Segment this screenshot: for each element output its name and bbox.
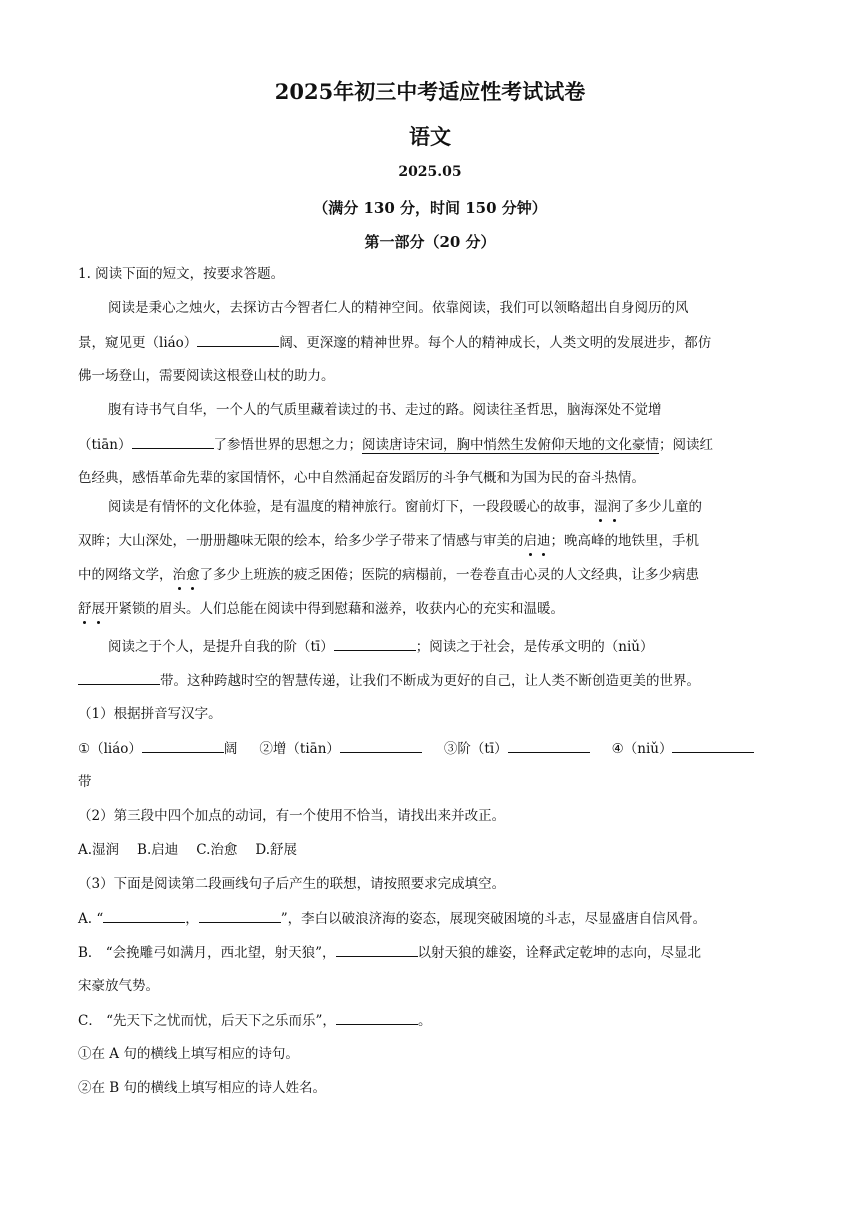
passage-p2-line3: 色经典，感悟革命先辈的家国情怀，心中自然涌起奋发蹈厉的斗争气概和为国为民的奋斗热情。 [78,470,645,486]
passage-p2-line1: 腹有诗书气自华，一个人的气质里藏着读过的书、走过的路。阅读往圣哲思，脑海深处不觉增 [108,402,662,418]
subq2-options [78,840,778,860]
subq3-title: （3）下面是阅读第二段画线句子后产生的联想，请按照要求完成填空。 [78,876,506,892]
passage-p3-line3: 中的网络文学，治愈了多少上班族的疲乏困倦；医院的病榻前，一卷卷直击心灵的人文经典，让多少病患 [78,567,699,583]
subq3-item-b: B． “会挽雕弓如满月，西北望，射天狼”， 以射天狼的雄姿，诠释武定乾坤的志向，尽显北 [78,942,778,963]
answer-blank[interactable] [197,332,279,347]
passage-p1-line2: 景，窥见更（liáo） 阔、更深邃的精神世界。每个人的精神成长，人类文明的发展进步，都仿 [78,332,778,353]
score-time: （满分 130 分，时间 150 分钟） [313,199,547,217]
option-c[interactable]: C.治愈 [196,842,238,858]
passage-p1-line3: 佛一场登山，需要阅读这根登山杖的助力。 [78,368,335,384]
passage-p3-line1: 阅读是有情怀的文化体验，是有温度的精神旅行。窗前灯下，一段段暖心的故事，湿润了多少儿童的 [108,499,702,515]
answer-blank[interactable] [103,908,185,923]
answer-blank[interactable] [199,908,281,923]
answer-blank[interactable] [334,636,416,651]
option-b[interactable]: B.启迪 [137,842,179,858]
dotted-char: 湿 [594,499,608,515]
exam-date: 2025.05 [398,164,462,180]
passage-p2-line2: （tiān） 了参悟世界的思想之力；阅读唐诗宋词，胸中悄然生发俯仰天地的文化豪情；阅读红 [78,434,778,455]
dotted-char: 舒 [78,601,92,617]
part-title: 第一部分（20 分） [364,233,496,251]
subq3-requirement-2: ②在 B 句的横线上填写相应的诗人姓名。 [78,1080,327,1096]
answer-blank[interactable] [142,738,224,753]
dotted-char: 润 [607,499,621,515]
answer-blank[interactable] [132,434,214,449]
answer-blank[interactable] [78,670,160,685]
passage-p4-line1: 阅读之于个人，是提升自我的阶（tī） ；阅读之于社会，是传承文明的（niǔ） [108,636,778,657]
subq3-item-b-line2: 宋豪放气势。 [78,978,159,994]
subq1-answers: ①（liáo） 阔 ②增（tiān） ③阶（tī） ④（niǔ） [78,738,778,759]
passage-p1-line1: 阅读是秉心之烛火，去探访古今智者仁人的精神空间。依靠阅读，我们可以领略超出自身阅历的风 [108,300,689,316]
answer-blank[interactable] [672,738,754,753]
option-a[interactable]: A.湿润 [78,842,120,858]
subq3-requirement-1: ①在 A 句的横线上填写相应的诗句。 [78,1046,299,1062]
dotted-char: 启 [523,533,537,549]
option-d[interactable]: D.舒展 [255,842,298,858]
exam-title: 2025年初三中考适应性考试试卷 [274,79,586,104]
subject-title: 语文 [409,124,451,149]
passage-p4-line2: 带。这种跨越时空的智慧传递，让我们不断成为更好的自己，让人类不断创造更美的世界。 [78,670,778,691]
dotted-char: 展 [91,601,105,617]
dotted-char: 愈 [186,567,200,583]
subq1-tail: 带 [78,774,92,790]
underlined-sentence: 阅读唐诗宋词，胸中悄然生发俯仰天地的文化豪情 [362,437,659,453]
answer-blank[interactable] [336,1010,418,1025]
passage-p3-line4: 舒展开紧锁的眉头。人们总能在阅读中得到慰藉和滋养，收获内心的充实和温暖。 [78,601,564,617]
subq1-title: （1）根据拼音写汉字。 [78,706,222,722]
dotted-char: 迪 [537,533,551,549]
subq3-item-c: C． “先天下之忧而忧，后天下之乐而乐”， 。 [78,1010,778,1031]
dotted-char: 治 [172,567,186,583]
answer-blank[interactable] [340,738,422,753]
subq2-title: （2）第三段中四个加点的动词，有一个使用不恰当，请找出来并改正。 [78,808,506,824]
answer-blank[interactable] [508,738,590,753]
answer-blank[interactable] [336,942,418,957]
subq3-item-a: A. “ ， ”，李白以破浪济海的姿态，展现突破困境的斗志，尽显盛唐自信风骨。 [78,908,778,929]
passage-p3-line2: 双眸；大山深处，一册册趣味无限的绘本，给多少学子带来了情感与审美的启迪；晚高峰的地铁里，手机 [78,533,699,549]
question-stem: 1. 阅读下面的短文，按要求答题。 [78,266,285,282]
